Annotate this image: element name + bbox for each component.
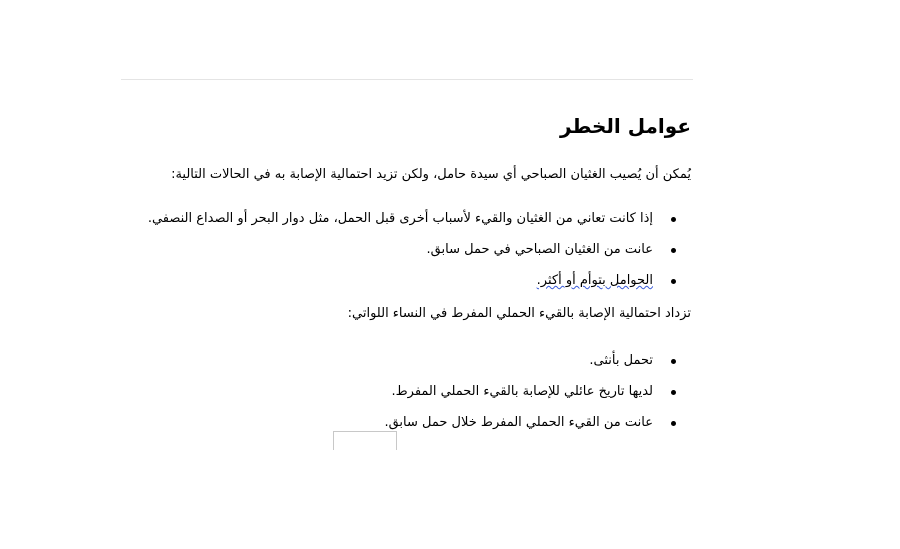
top-divider [121, 79, 693, 80]
bullet-icon [671, 248, 676, 253]
list-item [121, 407, 693, 438]
bullet-icon [671, 279, 676, 284]
list-item-text: عانت من القيء الحملي المفرط خلال حمل سابق. [384, 415, 653, 430]
list-item-text: لديها تاريخ عائلي للإصابة بالقيء الحملي المفرط. [391, 384, 653, 399]
intro-paragraph: يُمكن أن يُصيب الغثيان الصباحي أي سيدة حامل، ولكن تزيد احتمالية الإصابة به في الحالات التالية: [171, 167, 691, 182]
list-item [121, 234, 693, 265]
list-item-text: عانت من الغثيان الصباحي في حمل سابق. [426, 242, 653, 257]
list-item-text: تحمل بأنثى. [589, 353, 653, 368]
list-item [121, 376, 693, 407]
list-item [121, 265, 693, 296]
risk-factors-list [121, 203, 693, 296]
bullet-icon [671, 421, 676, 426]
list-item [121, 345, 693, 376]
section-heading: عوامل الخطر [560, 114, 691, 138]
list-item [121, 203, 693, 234]
list-item-text: الحوامل بتوأم أو أكثر. [536, 273, 653, 288]
bullet-icon [671, 359, 676, 364]
bullet-icon [671, 390, 676, 395]
bullet-icon [671, 217, 676, 222]
severe-risk-list [121, 345, 693, 438]
floating-box [333, 431, 397, 450]
list-item-text: إذا كانت تعاني من الغثيان والقيء لأسباب أخرى قبل الحمل، مثل دوار البحر أو الصداع النصفي. [147, 211, 653, 226]
article-body [121, 96, 693, 438]
severe-intro-paragraph: تزداد احتمالية الإصابة بالقيء الحملي المفرط في النساء اللواتي: [347, 306, 691, 321]
